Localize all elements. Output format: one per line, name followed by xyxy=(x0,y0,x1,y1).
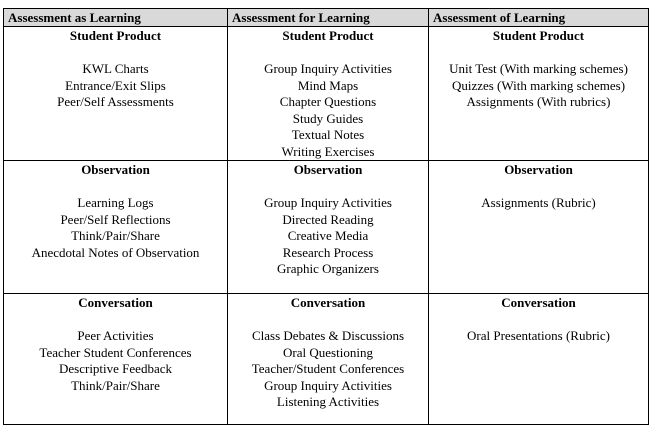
list-item: Assignments (With rubrics) xyxy=(466,94,611,109)
item-list xyxy=(228,195,428,278)
item-list xyxy=(4,328,227,394)
list-item: Class Debates & Discussions xyxy=(251,328,405,343)
list-item: Oral Questioning xyxy=(283,344,373,360)
list-item: Creative Media xyxy=(287,228,369,243)
list-item: Oral Presentations (Rubric) xyxy=(467,328,610,343)
cell-for-learning xyxy=(228,161,429,294)
section-title: Observation xyxy=(293,162,363,177)
list-item: Think/Pair/Share xyxy=(71,228,160,243)
cell-of-learning xyxy=(429,161,649,294)
section-title: Student Product xyxy=(492,28,585,43)
list-item: Peer/Self Reflections xyxy=(60,211,171,227)
section-title: Observation xyxy=(504,162,573,177)
cell-as-learning xyxy=(4,161,228,294)
header-assessment-of-learning: Assessment of Learning xyxy=(429,9,649,27)
list-item: Directed Reading xyxy=(282,211,374,227)
list-item: Group Inquiry Activities xyxy=(264,61,392,76)
list-item: Think/Pair/Share xyxy=(71,377,160,393)
item-list xyxy=(429,328,648,345)
item-list xyxy=(228,328,428,411)
list-item: Learning Logs xyxy=(77,195,154,210)
item-list xyxy=(228,61,428,160)
item-list xyxy=(4,61,227,111)
section-title: Conversation xyxy=(290,295,366,310)
list-item: Study Guides xyxy=(292,110,364,126)
header-assessment-as-learning: Assessment as Learning xyxy=(4,9,228,27)
list-item: Anecdotal Notes of Observation xyxy=(31,244,200,260)
item-list xyxy=(429,61,648,111)
table-row xyxy=(4,161,649,294)
assessment-table xyxy=(3,8,649,425)
section-title: Conversation xyxy=(501,295,576,310)
section-title: Conversation xyxy=(78,295,153,310)
header-assessment-for-learning: Assessment for Learning xyxy=(228,9,429,27)
cell-of-learning xyxy=(429,294,649,425)
list-item: Entrance/Exit Slips xyxy=(65,77,166,93)
cell-of-learning xyxy=(429,27,649,161)
list-item: Unit Test (With marking schemes) xyxy=(449,61,628,76)
section-title: Student Product xyxy=(282,28,374,43)
list-item: Group Inquiry Activities xyxy=(264,195,392,210)
list-item: Listening Activities xyxy=(276,394,380,409)
cell-as-learning xyxy=(4,294,228,425)
list-item: Descriptive Feedback xyxy=(59,361,172,376)
list-item: Chapter Questions xyxy=(279,94,377,109)
list-item: Quizzes (With marking schemes) xyxy=(451,77,626,93)
list-item: Writing Exercises xyxy=(281,143,375,159)
item-list xyxy=(4,195,227,261)
list-item: Peer Activities xyxy=(77,328,154,343)
list-item: Graphic Organizers xyxy=(277,261,379,276)
cell-for-learning xyxy=(228,294,429,425)
table-row xyxy=(4,294,649,425)
list-item: Assignments (Rubric) xyxy=(481,195,596,210)
list-item: Teacher/Student Conferences xyxy=(251,361,405,376)
section-title: Observation xyxy=(81,162,150,177)
table-row xyxy=(4,27,649,161)
header-row xyxy=(4,9,649,27)
item-list xyxy=(429,195,648,212)
list-item: Group Inquiry Activities xyxy=(264,377,392,393)
list-item: KWL Charts xyxy=(82,61,149,76)
list-item: Mind Maps xyxy=(297,77,359,93)
list-item: Research Process xyxy=(282,244,374,260)
section-title: Student Product xyxy=(69,28,162,43)
cell-as-learning xyxy=(4,27,228,161)
cell-for-learning xyxy=(228,27,429,161)
list-item: Textual Notes xyxy=(291,127,365,142)
list-item: Peer/Self Assessments xyxy=(57,94,174,109)
list-item: Teacher Student Conferences xyxy=(39,344,192,360)
